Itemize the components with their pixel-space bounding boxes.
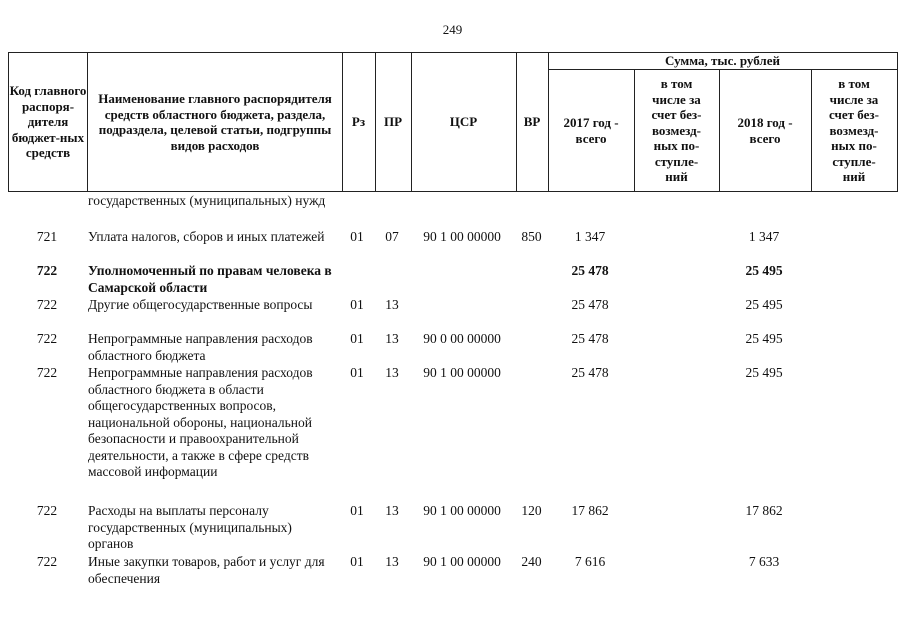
- row-vr: 120: [521, 503, 542, 518]
- row-rz: 01: [350, 331, 364, 346]
- row-csr: 90 1 00 00000: [423, 365, 501, 380]
- row-rz: 01: [350, 503, 364, 518]
- row-name: Уполномоченный по правам человека в Самарской области: [88, 263, 332, 295]
- header-name: Наименование главного распорядителя средств областного бюджета, раздела, подраздела, целевой статьи, подгруппы видов расходов: [98, 91, 332, 153]
- row-name: Иные закупки товаров, работ и услуг для обеспечения: [88, 554, 325, 586]
- row-sum-2017: 25 478: [571, 365, 609, 380]
- row-rz: 01: [350, 297, 364, 312]
- row-vr: 240: [521, 554, 542, 569]
- row-sum-2017: 25 478: [571, 263, 609, 278]
- header-2017-total: 2017 год - всего: [563, 115, 619, 146]
- header-2017-free: в том числе за счет без-возмезд-ных по-ступле-ний: [651, 76, 702, 185]
- row-code: 722: [36, 263, 58, 278]
- page-number: 249: [442, 22, 463, 37]
- header-sum-title: Сумма, тыс. рублей: [548, 53, 897, 70]
- header-2018-total: 2018 год - всего: [737, 115, 793, 146]
- row-sum-2018: 25 495: [745, 263, 783, 278]
- row-name: государственных (муниципальных) нужд: [88, 193, 326, 208]
- row-pr: 07: [385, 229, 399, 244]
- row-csr: 90 1 00 00000: [423, 503, 501, 518]
- table-header: [8, 52, 898, 192]
- row-pr: 13: [385, 365, 399, 380]
- row-name: Расходы на выплаты персоналу государственных (муниципальных) органов: [88, 503, 292, 551]
- row-name: Непрограммные направления расходов областного бюджета: [88, 331, 313, 363]
- header-vr: ВР: [523, 114, 541, 130]
- row-sum-2017: 7 616: [574, 554, 606, 569]
- row-pr: 13: [385, 503, 399, 518]
- header-pr: ПР: [383, 114, 403, 130]
- row-code: 722: [36, 331, 58, 346]
- row-rz: 01: [350, 229, 364, 244]
- row-pr: 13: [385, 297, 399, 312]
- row-code: 722: [36, 503, 58, 518]
- row-sum-2017: 25 478: [571, 297, 609, 312]
- row-csr: 90 1 00 00000: [423, 554, 501, 569]
- row-csr: 90 0 00 00000: [423, 331, 501, 346]
- row-code: 722: [36, 365, 58, 380]
- row-sum-2018: 25 495: [745, 365, 783, 380]
- row-vr: 850: [521, 229, 542, 244]
- row-csr: 90 1 00 00000: [423, 229, 501, 244]
- row-name: Непрограммные направления расходов областного бюджета в области общегосударственных вопросов, национальной обороны, национальной безопасности и правоохранительной деятельности, а также в сфере средств массовой информации: [88, 365, 313, 479]
- header-code: Код главного распоря-дителя бюджет-ных средств: [9, 83, 87, 161]
- row-pr: 13: [385, 331, 399, 346]
- row-name: Уплата налогов, сборов и иных платежей: [88, 229, 325, 244]
- row-rz: 01: [350, 554, 364, 569]
- row-code: 722: [36, 297, 58, 312]
- row-pr: 13: [385, 554, 399, 569]
- row-code: 721: [36, 229, 58, 244]
- row-sum-2018: 25 495: [745, 331, 783, 346]
- row-code: 722: [36, 554, 58, 569]
- row-sum-2018: 17 862: [745, 503, 783, 518]
- row-sum-2017: 25 478: [571, 331, 609, 346]
- row-rz: 01: [350, 365, 364, 380]
- header-rz: Рз: [351, 114, 366, 130]
- header-2018-free: в том числе за счет без-возмезд-ных по-ступле-ний: [829, 76, 879, 185]
- row-name: Другие общегосударственные вопросы: [88, 297, 313, 312]
- row-sum-2017: 17 862: [571, 503, 609, 518]
- row-sum-2018: 1 347: [748, 229, 780, 244]
- row-sum-2018: 25 495: [745, 297, 783, 312]
- header-csr: ЦСР: [449, 114, 478, 130]
- row-sum-2017: 1 347: [574, 229, 606, 244]
- row-sum-2018: 7 633: [748, 554, 780, 569]
